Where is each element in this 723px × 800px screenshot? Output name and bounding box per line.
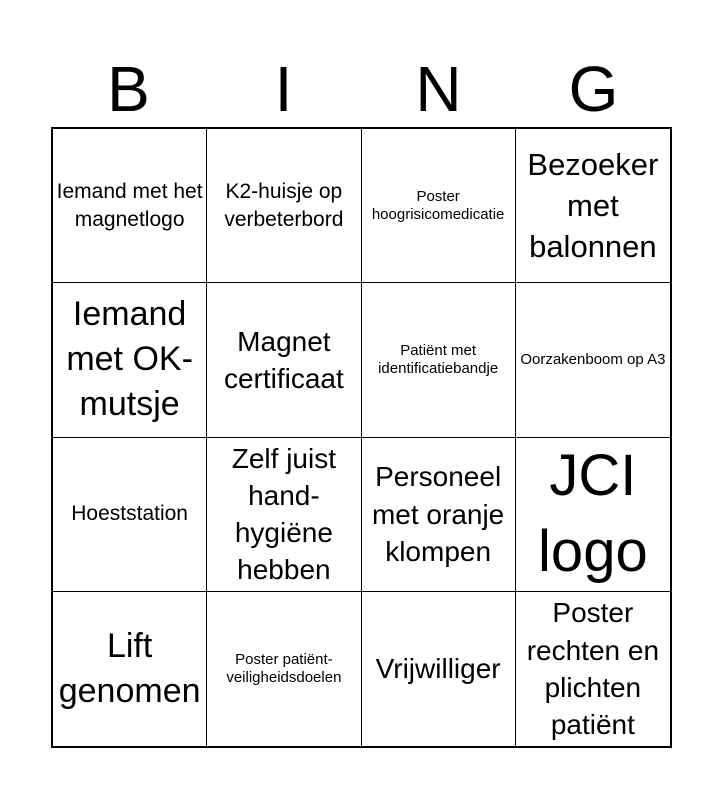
bingo-cell-text: Vrijwilliger (375, 653, 501, 685)
bingo-cell[interactable] (362, 438, 516, 592)
bingo-cell[interactable] (53, 592, 207, 746)
bingo-cell-text: K2-huisje op verbeterbord (224, 180, 344, 231)
header-letter-n: N (415, 53, 462, 125)
bingo-cell-text: Oorzakenboom op A3 (520, 350, 666, 368)
bingo-cell[interactable] (53, 438, 207, 592)
bingo-cell-text: Poster rechten en plichten patiënt (526, 597, 660, 741)
bingo-cell-text: Patiënt met identificatiebandje (378, 341, 499, 377)
bingo-cell[interactable] (516, 283, 670, 437)
bingo-cell-text: Magnet certificaat (223, 325, 344, 394)
bingo-cell[interactable] (207, 283, 361, 437)
bingo-cell[interactable] (516, 129, 670, 283)
bingo-cell-text: Poster hoogrisicomedicatie (371, 187, 505, 223)
bingo-cell-text: Iemand met het magnetlogo (56, 180, 203, 231)
header-letter-b: B (107, 53, 150, 125)
bingo-cell[interactable] (207, 129, 361, 283)
bingo-cell[interactable] (207, 438, 361, 592)
bingo-cell[interactable] (516, 592, 670, 746)
bingo-cell-text: Personeel met oranje klompen (371, 461, 505, 567)
header-letter-g: G (568, 53, 619, 125)
bingo-header (51, 50, 671, 128)
bingo-cell-text: JCI logo (538, 442, 648, 585)
bingo-cell[interactable] (53, 129, 207, 283)
bingo-cell[interactable] (362, 283, 516, 437)
header-letter-i: I (274, 53, 293, 125)
bingo-cell[interactable] (516, 438, 670, 592)
bingo-cell-text: Hoeststation (71, 502, 188, 526)
bingo-board (51, 127, 672, 748)
bingo-cell-text: Zelf juist hand-hygiëne hebben (231, 442, 336, 586)
bingo-cell[interactable] (362, 592, 516, 746)
bingo-cell[interactable] (53, 283, 207, 437)
bingo-cell-text: Lift genomen (58, 626, 201, 710)
bingo-cell-text: Iemand met OK-mutsje (66, 295, 193, 424)
bingo-cell-text: Poster patiënt-veiligheidsdoelen (226, 650, 342, 686)
bingo-cell[interactable] (207, 592, 361, 746)
bingo-cell-text: Bezoeker met balonnen (527, 146, 659, 265)
bingo-cell[interactable] (362, 129, 516, 283)
